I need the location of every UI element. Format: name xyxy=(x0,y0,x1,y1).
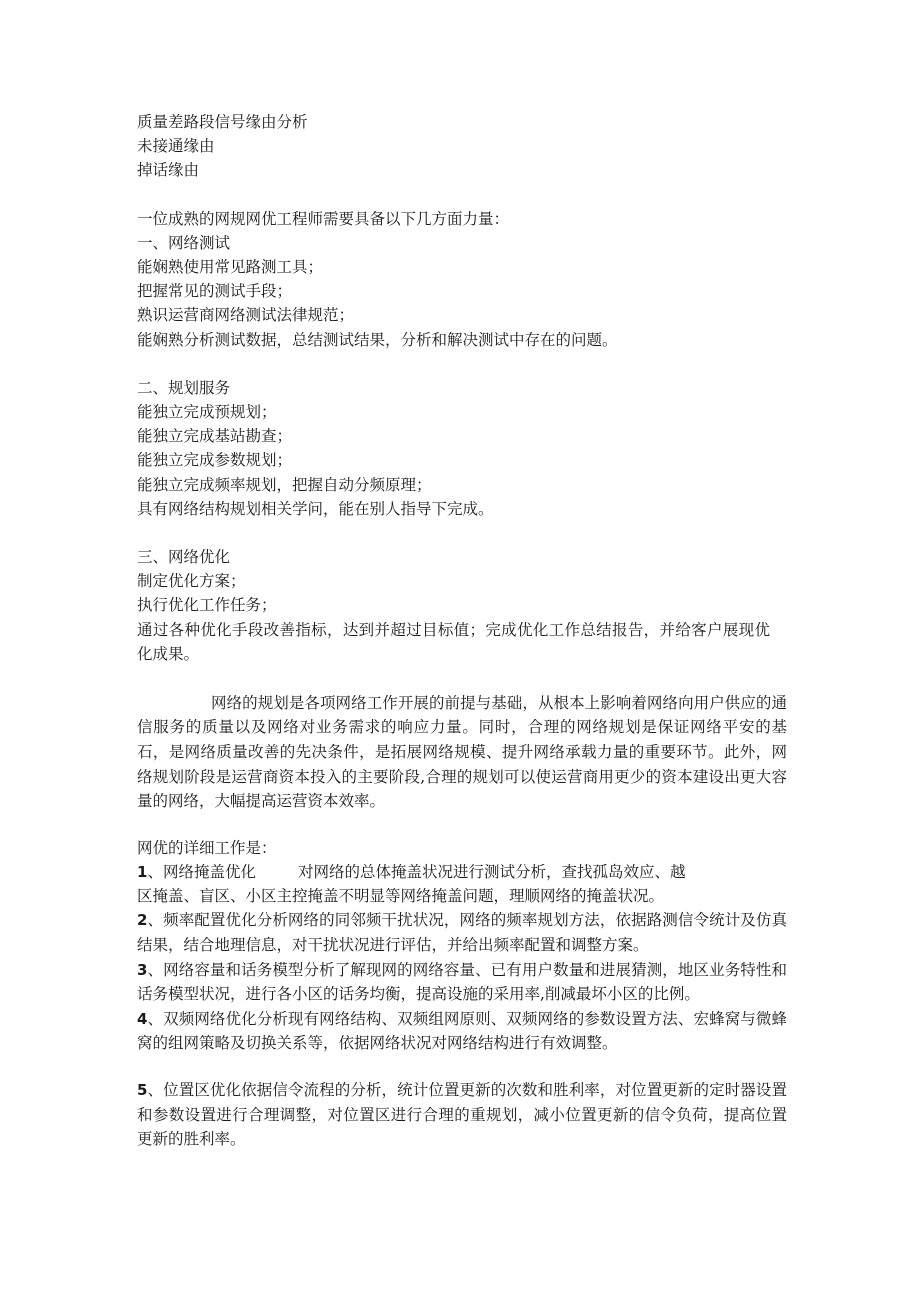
list-item: 制定优化方案； xyxy=(137,572,246,591)
list-item-wrapped: 通过各种优化手段改善指标，达到并超过目标值；完成优化工作总结报告，并给客户展现优化成果。 xyxy=(137,620,770,664)
item-number: 2 xyxy=(137,911,148,930)
list-item: 能娴熟分析测试数据，总结测试结果，分析和解决测试中存在的问题。 xyxy=(137,330,618,349)
section-title-network-optimization: 三、网络优化 xyxy=(137,548,231,567)
planning-paragraph: 网络的规划是各项网络工作开展的前提与基础，从根本上影响着网络向用户供应的通信服务的质量以及网络对业务需求的响应力量。同时，合理的网络规划是保证网络平安的基石，是网络质量改善的先决条件，是拓展网络规模、提升网络承载力量的重要环节。此外，网络规划阶段是运营商资本投入的主要阶段,合理的规划可以使运营商用更少的资本建设出更大容量的网络，大幅提高运营资本效率。 xyxy=(137,693,787,811)
section-title-network-testing: 一、网络测试 xyxy=(137,233,231,252)
item-text-continued: 区掩盖、盲区、小区主控掩盖不明显等网络掩盖问题，理顺网络的掩盖状况。 xyxy=(137,887,665,906)
heading-signal-analysis: 质量差路段信号缘由分析 xyxy=(137,113,308,131)
item-text: 对网络的总体掩盖状况进行测试分析，查找孤岛效应、越 xyxy=(297,863,686,882)
document-page xyxy=(137,110,787,1152)
item-number: 5 xyxy=(137,1080,148,1099)
list-item: 能独立完成频率规划，把握自动分频原理； xyxy=(137,475,432,494)
list-item: 能独立完成预规划； xyxy=(137,403,277,422)
item-title: 、网络掩盖优化 xyxy=(147,863,256,882)
list-item: 熟识运营商网络测试法律规范； xyxy=(137,306,355,325)
heading-unconnected-reason: 未接通缘由 xyxy=(137,137,215,156)
list-item: 具有网络结构规划相关学问，能在别人指导下完成。 xyxy=(137,499,494,518)
heading-call-drop-reason: 掉话缘由 xyxy=(137,161,200,180)
list-item: 能独立完成基站勘查； xyxy=(137,427,293,446)
item-number: 4 xyxy=(137,1009,148,1028)
item-text: 、双频网络优化分析现有网络结构、双频组网原则、双频网络的参数设置方法、宏蜂窝与微蜂窝的组网策略及切换关系等，依据网络状况对网络结构进行有效调整。 xyxy=(137,1009,787,1053)
item-text: 、网络容量和话务模型分析了解现网的网络容量、已有用户数量和进展猜测，地区业务特性和话务模型状况，进行各小区的话务均衡，提高设施的采用率,削减最坏小区的比例。 xyxy=(137,960,787,1004)
work-item-3 xyxy=(137,958,787,1007)
work-item-5 xyxy=(137,1078,787,1152)
work-item-4 xyxy=(137,1007,787,1056)
item-number: 1 xyxy=(137,863,148,882)
abilities-intro: 一位成熟的网规网优工程师需要具备以下几方面力量： xyxy=(137,209,510,228)
list-item: 把握常见的测试手段； xyxy=(137,282,293,301)
list-item: 能娴熟使用常见路测工具； xyxy=(137,258,324,277)
work-item-2 xyxy=(137,908,787,957)
item-text: 、位置区优化依据信令流程的分析，统计位置更新的次数和胜利率，对位置更新的定时器设置和参数设置进行合理调整，对位置区进行合理的重规划，减小位置更新的信令负荷，提高位置更新的胜利率。 xyxy=(137,1080,787,1149)
work-heading: 网优的详细工作是： xyxy=(137,838,277,857)
item-text: 、频率配置优化分析网络的同邻频干扰状况，网络的频率规划方法，依据路测信令统计及仿真结果，结合地理信息，对干扰状况进行评估，并给出频率配置和调整方案。 xyxy=(137,911,787,955)
list-item: 执行优化工作任务； xyxy=(137,596,277,615)
item-number: 3 xyxy=(137,960,148,979)
work-item-1 xyxy=(137,860,787,908)
list-item: 能独立完成参数规划； xyxy=(137,451,293,470)
section-title-planning-service: 二、规划服务 xyxy=(137,378,231,397)
